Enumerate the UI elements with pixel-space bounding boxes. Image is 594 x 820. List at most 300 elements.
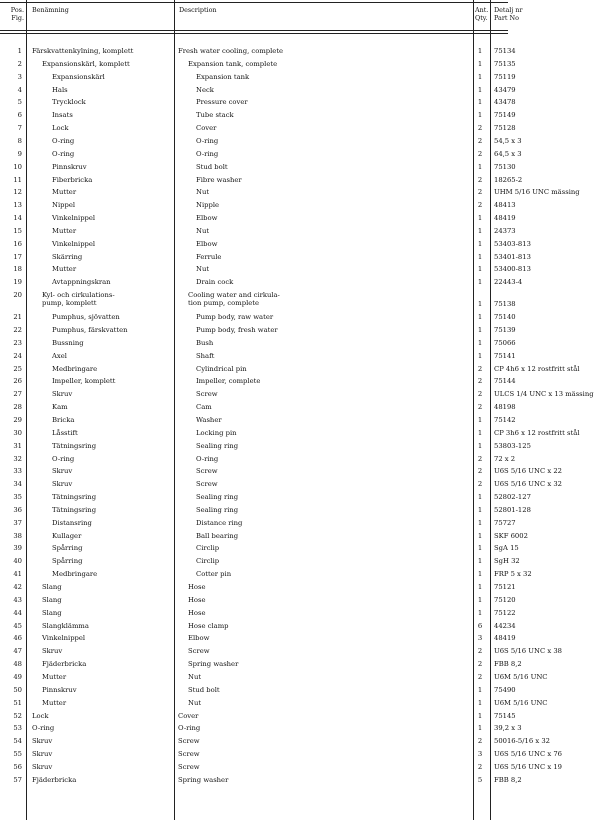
cell-qty: 1 [477, 415, 483, 424]
cell-name: Axel [52, 351, 67, 360]
cell-part-no: 48413 [494, 201, 516, 210]
cell-qty: 1 [477, 493, 483, 502]
cell-pos: 47 [13, 647, 22, 656]
table-row [0, 737, 550, 750]
cell-description: Sealing ring [196, 493, 239, 502]
cell-description: O-ring [196, 454, 219, 463]
cell-description: Hose clamp [188, 621, 229, 630]
table-row [0, 660, 522, 673]
cell-qty: 2 [477, 762, 483, 771]
cell-pos: 57 [13, 775, 22, 784]
cell-name: Medbringare [52, 364, 98, 373]
cell-part-no: U6S 5/16 UNC x 19 [494, 762, 562, 771]
cell-pos: 45 [13, 621, 22, 630]
cell-part-no: 75144 [494, 377, 516, 386]
cell-name: O-ring [32, 724, 55, 733]
cell-description: Expansion tank, complete [188, 59, 278, 68]
table-row [0, 226, 516, 240]
cell-pos: 16 [13, 239, 22, 248]
cell-description: Hose [188, 595, 206, 604]
cell-part-no: FBB 8,2 [494, 775, 522, 784]
table-row [0, 441, 531, 455]
cell-name: Fjäderbricka [32, 775, 77, 784]
cell-pos: 9 [17, 149, 22, 158]
cell-qty: 3 [477, 634, 483, 643]
cell-pos: 2 [17, 59, 22, 68]
header-part-no: Detalj nr Part No [494, 6, 523, 22]
table-row [0, 698, 548, 712]
cell-part-no: 75149 [494, 111, 516, 120]
cell-name: Låsstift [52, 428, 78, 437]
cell-description: O-ring [196, 149, 219, 158]
cell-name: Mutter [52, 226, 77, 235]
table-row [0, 415, 516, 429]
cell-name: Spårring [52, 557, 83, 566]
cell-pos: 5 [17, 98, 22, 107]
table-row [0, 595, 516, 609]
table-row [0, 583, 516, 596]
cell-pos: 50 [13, 685, 22, 694]
cell-name: Skruv [52, 467, 73, 476]
cell-part-no: U6S 5/16 UNC x 38 [494, 647, 562, 656]
header-qty: Ant. Qty. [475, 6, 489, 22]
cell-part-no: 64,5 x 3 [494, 149, 522, 158]
cell-part-no: UHM 5/16 UNC mässing [494, 188, 580, 197]
table-row [0, 72, 516, 86]
cell-description: Nut [188, 672, 202, 681]
cell-pos: 21 [13, 313, 22, 322]
cell-description: Shaft [196, 351, 215, 360]
cell-part-no: CP 4h6 x 12 rostfritt stål [494, 364, 580, 373]
cell-qty: 1 [477, 72, 483, 81]
table-row [0, 351, 516, 365]
cell-pos: 18 [13, 265, 22, 274]
cell-description: Drain cock [196, 278, 234, 287]
cell-part-no: 75121 [494, 583, 516, 591]
cell-qty: 1 [477, 531, 483, 540]
cell-name: O-ring [52, 136, 75, 145]
table-row [0, 647, 562, 660]
cell-description: Hose [188, 583, 206, 591]
table-row [0, 711, 516, 725]
table-row [0, 557, 520, 570]
cell-name: Trycklock [52, 98, 86, 107]
cell-name: Pinnskruv [42, 685, 77, 694]
cell-qty: 2 [477, 672, 483, 681]
cell-name: Lock [32, 711, 49, 720]
cell-pos: 4 [17, 85, 22, 94]
table-row [0, 544, 519, 557]
table-row [0, 634, 516, 647]
cell-pos: 48 [13, 660, 22, 669]
cell-part-no: 72 x 2 [494, 454, 516, 463]
cell-name: Skruv [52, 480, 73, 489]
cell-pos: 51 [13, 698, 22, 707]
cell-qty: 1 [477, 428, 483, 437]
cell-pos: 42 [13, 583, 22, 591]
cell-pos: 1 [17, 47, 22, 55]
cell-part-no: 24373 [494, 226, 516, 235]
cell-description: Pump body, fresh water [196, 326, 278, 334]
cell-qty: 1 [477, 278, 483, 287]
cell-description: Nut [196, 265, 210, 274]
table-row [0, 685, 516, 699]
cell-qty: 1 [477, 59, 483, 68]
cell-description: Spring washer [188, 660, 239, 669]
cell-qty: 2 [477, 175, 483, 184]
cell-part-no: 75134 [494, 47, 516, 55]
cell-description: Fibre washer [196, 175, 242, 184]
table-row [0, 454, 516, 468]
cell-description: Cooling water and cirkula- [188, 291, 280, 300]
cell-pos: 39 [13, 544, 22, 553]
cell-part-no: SgA 15 [494, 544, 519, 553]
cell-name: Slang [42, 608, 62, 617]
cell-qty: 1 [477, 608, 483, 617]
cell-name: Insats [52, 111, 73, 120]
cell-name: O-ring [52, 149, 75, 158]
cell-qty: 1 [477, 214, 483, 223]
cell-qty: 2 [477, 201, 483, 210]
cell-pos: 31 [13, 441, 22, 450]
cell-description: Bush [196, 338, 214, 347]
cell-part-no: 18265-2 [494, 175, 523, 184]
cell-description: Fresh water cooling, complete [178, 47, 284, 55]
cell-part-no: 75490 [494, 685, 516, 694]
cell-pos: 56 [13, 762, 22, 771]
cell-pos: 24 [13, 351, 22, 360]
table-row [0, 239, 531, 253]
cell-qty: 1 [477, 505, 483, 514]
cell-part-no: 75138 [494, 300, 516, 309]
cell-name: Skärring [52, 252, 83, 261]
cell-part-no: 75122 [494, 608, 516, 617]
table-row [0, 252, 531, 266]
table-row [0, 136, 522, 150]
cell-part-no: U6M 5/16 UNC [494, 672, 548, 681]
cell-description: Screw [178, 750, 200, 759]
cell-qty: 1 [477, 351, 483, 360]
cell-description: Circlip [196, 544, 220, 553]
cell-name: Pinnskruv [52, 162, 87, 171]
cell-pos: 40 [13, 557, 22, 566]
table-row [0, 313, 516, 326]
cell-pos: 8 [17, 136, 22, 145]
cell-description: Elbow [196, 239, 218, 248]
cell-name: Vinkelnippel [52, 214, 96, 223]
cell-pos: 30 [13, 428, 22, 437]
cell-pos: 49 [13, 672, 22, 681]
cell-qty: 2 [477, 124, 483, 133]
cell-description: Screw [196, 390, 218, 399]
cell-part-no: 48419 [494, 634, 516, 643]
cell-qty: 2 [477, 136, 483, 145]
cell-part-no: 53401-813 [494, 252, 531, 261]
table-row [0, 278, 523, 291]
cell-part-no: 48419 [494, 214, 516, 223]
cell-part-no: 75142 [494, 415, 516, 424]
cell-name: Färskvattenkylning, komplett [32, 47, 134, 55]
cell-name: Slang [42, 583, 62, 591]
cell-name: Fiberbricka [52, 175, 93, 184]
header-top-rule [0, 2, 508, 3]
table-row [0, 480, 562, 493]
header-pos: Pos. Fig. [10, 6, 24, 22]
table-row [0, 59, 516, 73]
cell-qty: 1 [477, 595, 483, 604]
cell-pos: 10 [13, 162, 22, 171]
cell-description: Sealing ring [196, 441, 239, 450]
table-row [0, 531, 528, 545]
cell-qty: 1 [477, 698, 483, 707]
cell-description: Nut [196, 188, 210, 197]
cell-qty: 2 [477, 364, 483, 373]
cell-part-no: U6S 5/16 UNC x 22 [494, 467, 562, 476]
cell-pos: 55 [13, 750, 22, 759]
cell-part-no: 54,5 x 3 [494, 136, 522, 145]
cell-description: Nut [196, 226, 210, 235]
cell-description: Hose [188, 608, 206, 617]
cell-name: Mutter [42, 672, 67, 681]
cell-name: Fjäderbricka [42, 660, 87, 669]
cell-name: Expansionskärl [52, 72, 105, 81]
cell-pos: 43 [13, 595, 22, 604]
table-row [0, 518, 516, 532]
cell-part-no: 53400-813 [494, 265, 531, 274]
cell-name: Avtappningskran [52, 278, 111, 287]
cell-name: Pumphus, sjövatten [52, 313, 120, 322]
header-name: Benämning [32, 6, 69, 14]
cell-name: O-ring [52, 454, 75, 463]
cell-name: Expansionskärl, komplett [42, 59, 130, 68]
cell-pos: 44 [13, 608, 22, 617]
cell-part-no: 48198 [494, 403, 516, 412]
cell-name: Mutter [42, 698, 67, 707]
table-row [0, 111, 516, 124]
cell-name: Bricka [52, 415, 75, 424]
cell-pos: 34 [13, 480, 22, 489]
cell-name: Tätningsring [52, 441, 97, 450]
cell-pos: 41 [13, 570, 22, 579]
cell-name: Skruv [32, 737, 53, 746]
cell-description: Ferrule [196, 252, 222, 261]
cell-qty: 1 [477, 583, 483, 591]
cell-qty: 1 [477, 98, 483, 107]
cell-name: Skruv [52, 390, 73, 399]
table-row [0, 750, 562, 763]
cell-part-no: 75141 [494, 351, 516, 360]
cell-qty: 2 [477, 467, 483, 476]
header-bottom-rule-double [0, 33, 508, 34]
cell-qty: 1 [477, 570, 483, 579]
cell-description: Tube stack [196, 111, 234, 120]
cell-part-no: 75130 [494, 162, 516, 171]
table-row [0, 493, 531, 506]
cell-qty: 1 [477, 557, 483, 566]
cell-pos: 38 [13, 531, 22, 540]
table-row [0, 175, 523, 189]
cell-description: O-ring [178, 724, 201, 733]
cell-pos: 3 [17, 72, 22, 81]
cell-description: Cover [178, 711, 199, 720]
cell-qty: 2 [477, 647, 483, 656]
cell-pos: 25 [13, 364, 22, 373]
cell-pos: 7 [17, 124, 22, 133]
cell-name: Kullager [52, 531, 82, 540]
cell-qty: 1 [477, 111, 483, 120]
cell-part-no: FRP 5 x 32 [494, 570, 532, 579]
cell-pos: 54 [13, 737, 22, 746]
cell-pos: 46 [13, 634, 22, 643]
cell-description: Screw [196, 467, 218, 476]
cell-qty: 1 [477, 711, 483, 720]
cell-pos: 19 [13, 278, 22, 287]
table-row [0, 762, 562, 776]
cell-part-no: 53803-125 [494, 441, 531, 450]
cell-part-no: 75139 [494, 326, 516, 334]
cell-pos: 28 [13, 403, 22, 412]
cell-name: Mutter [52, 188, 77, 197]
header-bottom-rule [0, 30, 508, 31]
cell-description: Stud bolt [188, 685, 220, 694]
cell-name: Nippel [52, 201, 76, 210]
cell-part-no: 22443-4 [494, 278, 523, 287]
cell-pos: 37 [13, 518, 22, 527]
table-row [0, 214, 516, 227]
cell-description: Elbow [188, 634, 210, 643]
cell-description: Screw [178, 737, 200, 746]
cell-name: Tätningsring [52, 493, 97, 502]
cell-description: Sealing ring [196, 505, 239, 514]
cell-part-no: FBB 8,2 [494, 660, 522, 669]
cell-description: O-ring [196, 136, 219, 145]
cell-name: pump, komplett [42, 299, 97, 308]
cell-name: Spårring [52, 544, 83, 553]
header-description: Description [179, 6, 217, 14]
table-row [0, 775, 522, 789]
cell-part-no: 39,2 x 3 [494, 724, 522, 733]
cell-pos: 14 [13, 214, 22, 223]
cell-qty: 1 [477, 544, 483, 553]
table-row [0, 124, 516, 137]
cell-description: Ball bearing [196, 531, 239, 540]
cell-part-no: SKF 6002 [494, 531, 528, 540]
cell-pos: 35 [13, 493, 22, 502]
cell-pos: 32 [13, 454, 22, 463]
cell-part-no: 75140 [494, 313, 516, 322]
cell-part-no: 43478 [494, 98, 516, 107]
cell-part-no: 75120 [494, 595, 516, 604]
cell-description: Expansion tank [196, 72, 250, 81]
cell-qty: 1 [477, 162, 483, 171]
cell-qty: 1 [477, 724, 483, 733]
cell-part-no: 75066 [494, 338, 516, 347]
cell-part-no: 53403-813 [494, 239, 531, 248]
cell-qty: 2 [477, 377, 483, 386]
cell-pos: 6 [17, 111, 22, 120]
table-row [0, 467, 562, 480]
cell-part-no: CP 3h6 x 12 rostfritt stål [494, 428, 580, 437]
cell-pos: 15 [13, 226, 22, 235]
cell-description: Screw [196, 480, 218, 489]
cell-pos: 26 [13, 377, 22, 386]
cell-part-no: 75128 [494, 124, 516, 133]
cell-description: Locking pin [196, 428, 237, 437]
cell-description: Impeller, complete [196, 377, 261, 386]
cell-description: Circlip [196, 557, 220, 566]
cell-description: Distance ring [196, 518, 243, 527]
cell-name: Skruv [32, 762, 53, 771]
cell-part-no: 75119 [494, 72, 516, 81]
cell-description: Nipple [196, 201, 220, 210]
cell-qty: 1 [477, 265, 483, 274]
cell-pos: 29 [13, 415, 22, 424]
table-row [0, 570, 532, 583]
table-row [0, 621, 516, 635]
cell-part-no: U6S 5/16 UNC x 32 [494, 480, 562, 489]
cell-pos: 17 [13, 252, 22, 261]
cell-qty: 1 [477, 226, 483, 235]
table-row [0, 390, 594, 403]
cell-name: Medbringare [52, 570, 98, 579]
cell-part-no: U6M 5/16 UNC [494, 698, 548, 707]
cell-qty: 2 [477, 403, 483, 412]
cell-name: Kam [52, 403, 68, 412]
cell-qty: 1 [477, 47, 483, 55]
cell-qty: 1 [477, 313, 483, 322]
cell-qty: 2 [477, 737, 483, 746]
table-row [0, 364, 580, 378]
cell-pos: 22 [13, 326, 22, 334]
table-row [0, 201, 516, 214]
cell-description: Screw [178, 762, 200, 771]
table-row [0, 724, 522, 737]
cell-part-no: 75727 [494, 518, 516, 527]
cell-part-no: 75145 [494, 711, 516, 720]
table-row [0, 291, 516, 309]
cell-qty: 2 [477, 454, 483, 463]
cell-part-no: 75135 [494, 59, 516, 68]
table-row [0, 265, 531, 278]
cell-description: Spring washer [178, 775, 229, 784]
cell-pos: 53 [13, 724, 22, 733]
cell-qty: 1 [477, 252, 483, 261]
table-row [0, 188, 580, 201]
cell-part-no: SgH 32 [494, 557, 520, 566]
cell-name: Pumphus, färskvatten [52, 326, 128, 334]
cell-qty: 1 [477, 300, 483, 309]
cell-pos: 11 [13, 175, 22, 184]
cell-description: Pressure cover [196, 98, 248, 107]
cell-qty: 1 [477, 441, 483, 450]
cell-description: Elbow [196, 214, 218, 223]
table-row [0, 98, 516, 111]
cell-description: Neck [196, 85, 214, 94]
cell-name: Tätningsring [52, 505, 97, 514]
cell-description: Cylindrical pin [196, 364, 247, 373]
table-row [0, 505, 531, 519]
table-row [0, 428, 580, 442]
table-row [0, 162, 516, 176]
table-row [0, 377, 516, 390]
cell-qty: 6 [477, 621, 483, 630]
cell-qty: 2 [477, 660, 483, 669]
cell-name: Hals [52, 85, 68, 94]
cell-name: Bussning [52, 338, 84, 347]
cell-qty: 2 [477, 480, 483, 489]
cell-part-no: 52802-127 [494, 493, 531, 502]
cell-qty: 1 [477, 518, 483, 527]
